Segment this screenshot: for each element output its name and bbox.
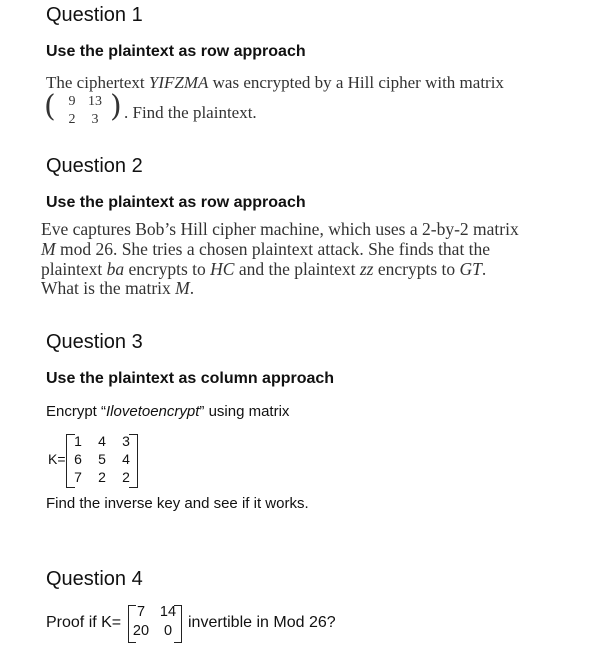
k-label: K=	[48, 451, 66, 467]
question-3-matrix	[70, 432, 134, 486]
matrix-cell: 2	[122, 469, 130, 485]
matrix-paren-left: (	[44, 89, 56, 124]
question-4-title: Question 4	[46, 568, 143, 590]
matrix-cell: 13	[88, 94, 102, 109]
question-4-matrix	[131, 603, 179, 641]
matrix-cell: 0	[163, 623, 173, 639]
matrix-cell: 4	[122, 451, 130, 467]
ciphertext: YIFZMA	[148, 73, 209, 92]
matrix-cell: 3	[91, 112, 99, 127]
matrix-cell: 7	[74, 469, 82, 485]
question-1-approach: Use the plaintext as row approach	[46, 43, 306, 60]
question-3-find-line: Find the inverse key and see if it works.	[46, 495, 309, 512]
question-2-line3: plaintext ba encrypts to HC and the plaintext zz encrypts to GT.	[41, 259, 487, 279]
matrix-cell: 1	[74, 433, 82, 449]
question-3-approach: Use the plaintext as column approach	[46, 370, 335, 387]
question-1-text-line1: The ciphertext YIFZMA was encrypted by a Hill cipher with matrix	[46, 73, 504, 92]
matrix-cell: 4	[98, 433, 106, 449]
matrix-cell: 7	[136, 604, 146, 620]
matrix-cell: 14	[159, 604, 177, 620]
question-2-line2: M mod 26. She tries a chosen plaintext attack. She finds that the	[41, 239, 491, 259]
matrix-cell: 20	[132, 623, 150, 639]
matrix-cell: 3	[122, 433, 130, 449]
question-2-line4: What is the matrix M.	[41, 278, 195, 298]
matrix-cell: 2	[68, 112, 76, 127]
question-4-proof-post: invertible in Mod 26?	[188, 614, 336, 631]
matrix-cell: 2	[98, 469, 106, 485]
plaintext-word: Ilovetoencrypt	[106, 403, 200, 420]
question-3-title: Question 3	[46, 331, 143, 353]
question-3-encrypt-line: Encrypt “Ilovetoencrypt” using matrix	[46, 403, 290, 420]
question-1-text-line2: . Find the plaintext.	[124, 103, 257, 122]
question-2-title: Question 2	[46, 155, 143, 177]
matrix-cell: 9	[68, 94, 76, 109]
question-2-approach: Use the plaintext as row approach	[46, 194, 306, 211]
question-2-line1: Eve captures Bob’s Hill cipher machine, which uses a 2-by-2 matrix	[41, 219, 519, 239]
matrix-paren-right: )	[110, 89, 122, 124]
matrix-cell: 6	[74, 451, 82, 467]
matrix-cell: 5	[98, 451, 106, 467]
question-4-proof-pre: Proof if K=	[46, 614, 122, 631]
question-1-matrix	[64, 93, 106, 129]
question-1-title: Question 1	[46, 4, 143, 26]
